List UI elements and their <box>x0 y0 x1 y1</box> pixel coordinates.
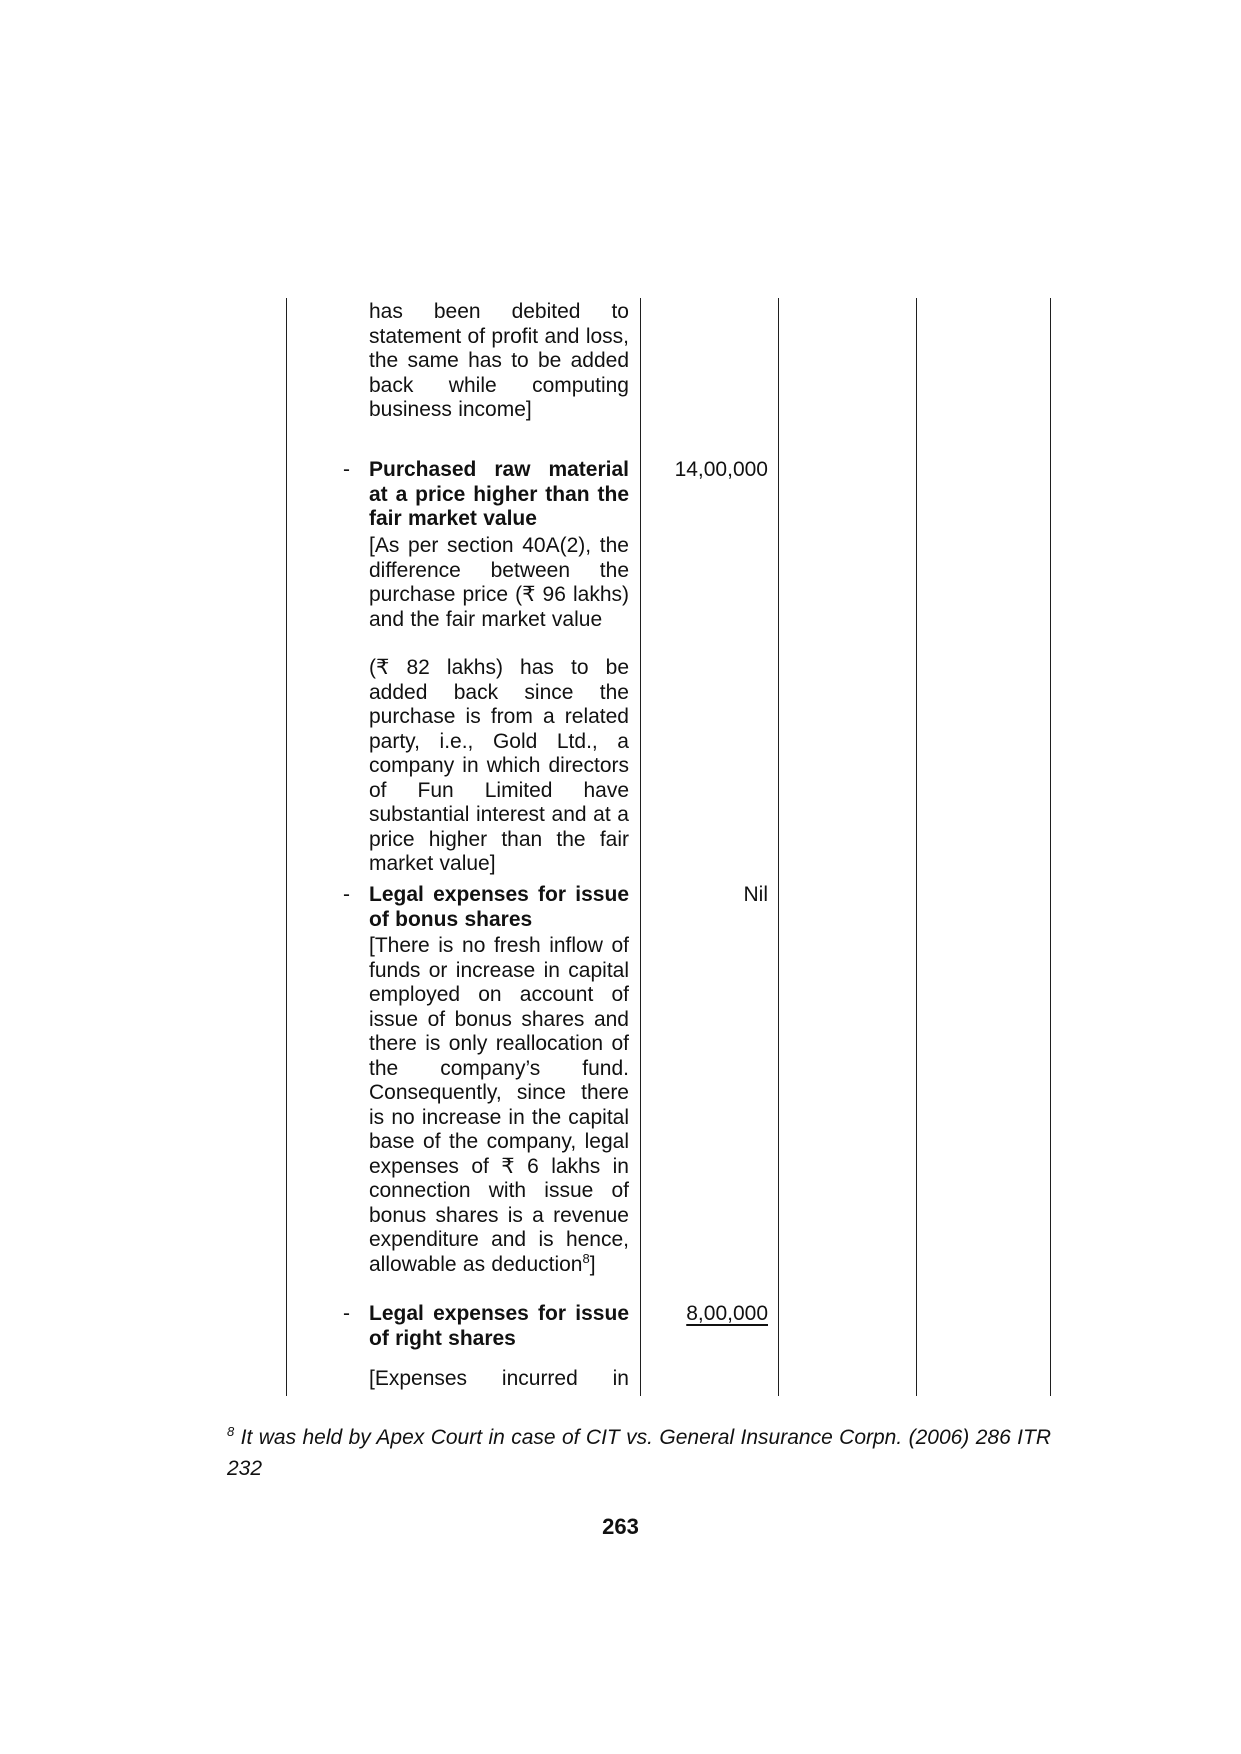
footnote <box>227 1422 1051 1484</box>
item-note-bonus-shares-bracket: ] <box>589 1252 596 1276</box>
footnote-reference: 8 <box>582 1250 590 1266</box>
underlined-amount: 8,00,000 <box>686 1302 768 1325</box>
item-note-raw-material-b: (₹ 82 lakhs) has to be added back since the purchase is from a related party, i.e., Gold Ltd., a company in which directors of Fun Limited have substantial interest and at a price higher than the fair market value] <box>369 656 629 875</box>
item-heading-bonus-shares: Legal expenses for issue of bonus shares <box>369 883 629 931</box>
footnote-text: It was held by Apex Court in case of CIT vs. General Insurance Corpn. (2006) 286 ITR 232 <box>227 1426 1051 1480</box>
amount-raw-material: 14,00,000 <box>674 458 768 481</box>
amount-right-shares <box>641 1302 778 1327</box>
bullet-dash: - <box>343 883 350 906</box>
footnote-marker: 8 <box>227 1424 235 1439</box>
page-number: 263 <box>602 1514 639 1539</box>
tax-computation-table <box>286 298 1051 1396</box>
item-heading-raw-material: Purchased raw material at a price higher than the fair market value <box>369 458 629 530</box>
amount-column-1 <box>641 298 779 1396</box>
amount-column-2 <box>779 298 917 1396</box>
bullet-dash: - <box>343 458 350 481</box>
bullet-dash: - <box>343 1302 350 1325</box>
continuation-paragraph: has been debited to statement of profit and loss, the same has to be added back while computing business income] <box>369 300 629 421</box>
description-column <box>287 298 641 1396</box>
item-note-bonus-shares <box>369 934 629 1277</box>
item-note-right-shares: [Expenses incurred in <box>369 1367 629 1390</box>
amount-column-3 <box>917 298 1051 1396</box>
item-note-bonus-shares-text: [There is no fresh inflow of funds or increase in capital employed on account of issue of bonus shares and there is only reallocation of the company’s fund. Consequently, since there is no increase in the capital base of the company, legal expenses of ₹ 6 lakhs in connection with issue of bonus shares is a revenue expenditure and is hence, allowable as deduction <box>369 934 629 1276</box>
item-note-raw-material-a: [As per section 40A(2), the difference between the purchase price (₹ 96 lakhs) and the fair market value <box>369 534 629 631</box>
item-heading-right-shares: Legal expenses for issue of right shares <box>369 1302 629 1350</box>
amount-bonus-shares-nil: Nil <box>743 883 768 906</box>
